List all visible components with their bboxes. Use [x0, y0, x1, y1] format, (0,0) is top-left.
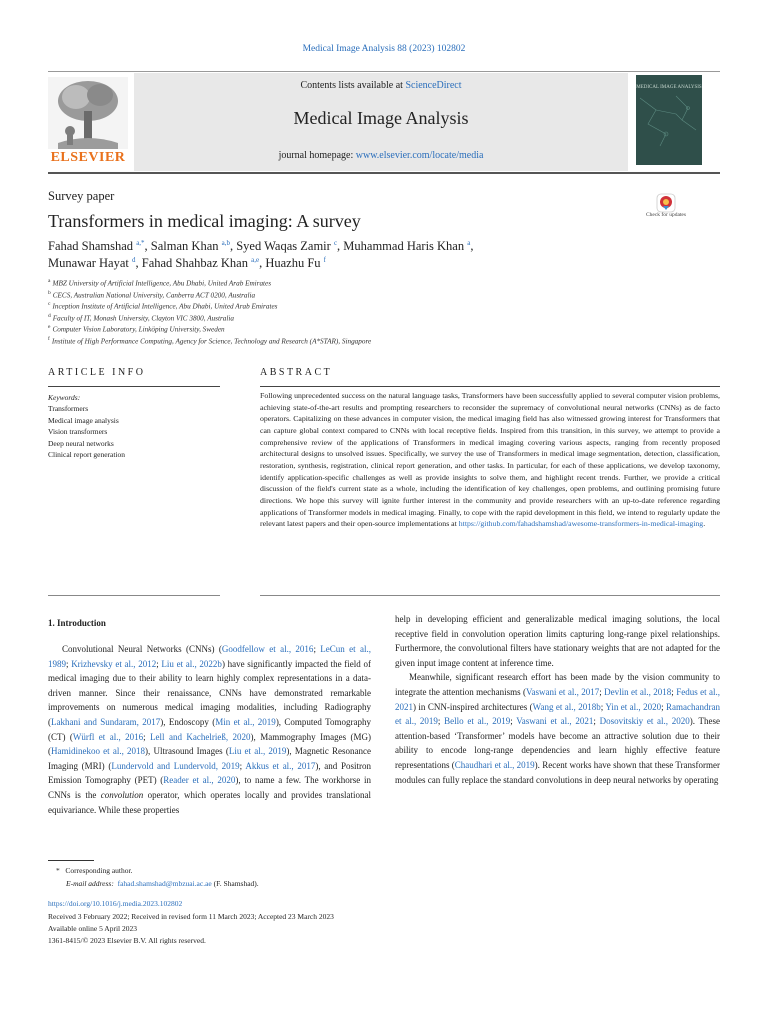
- email-note: [66, 879, 259, 888]
- affiliation-mark: a: [48, 278, 51, 284]
- publisher-name: ELSEVIER: [50, 150, 126, 165]
- author-name[interactable]: Syed Waqas Zamir: [236, 239, 331, 254]
- crossmark-icon: [646, 193, 686, 213]
- citation-link[interactable]: Fedus et al., 2021: [395, 686, 720, 712]
- citation-link[interactable]: LeCun et al., 1989: [48, 644, 371, 669]
- article-info-heading: ARTICLE INFO: [48, 367, 146, 378]
- citation-link[interactable]: Lakhani and Sundaram, 2017: [51, 716, 161, 727]
- header-rule-bottom: [48, 172, 720, 174]
- keyword: Clinical report generation: [48, 450, 126, 459]
- author-name[interactable]: Salman Khan: [150, 239, 219, 254]
- body-text: ;: [437, 716, 445, 727]
- body-text: ), to name a few. The workhorse in CNNs is the: [48, 775, 371, 800]
- citation-link[interactable]: Min et al., 2019: [215, 716, 276, 727]
- authors-line-1: Fahad Shamshad $^{a,*}$, Salman Khan $^{a,b}$, Syed Waqas Zamir $^c$, Muhammad Haris Khan $^a$,: [48, 239, 474, 254]
- body-text: ). These attention-based ‘Transformer’ models have become an attractive solution due to their ability to encode long-range dependencies and learn highly effective feature representations (: [395, 716, 720, 770]
- body-text: ;: [66, 658, 72, 669]
- affiliation-text: Inception Institute of Artificial Intelligence, Abu Dhabi, United Arab Emirates: [52, 302, 278, 311]
- keywords-label: Keywords:: [48, 393, 81, 402]
- body-text: ), Endoscopy (: [160, 716, 216, 727]
- author-email-link[interactable]: fahad.shamshad@mbzuai.ac.ae: [117, 879, 212, 888]
- author-name[interactable]: Munawar Hayat: [48, 256, 129, 271]
- citation-link[interactable]: Vaswani et al., 2017: [526, 686, 600, 697]
- authors-line-2: Munawar Hayat $^d$, Fahad Shahbaz Khan $^{a,e}$, Huazhu Fu $^f$: [48, 256, 326, 271]
- body-text: ), Ultrasound Images (: [145, 746, 229, 757]
- body-text: ;: [239, 760, 246, 771]
- body-text: Meanwhile, significant research effort has been made by the vision community to integrate the attention mechanisms (: [395, 672, 720, 697]
- cover-title: MEDICAL IMAGE ANALYSIS: [636, 85, 702, 90]
- citation-link[interactable]: Ramachandran et al., 2019: [395, 701, 721, 727]
- corresponding-author-note: [56, 866, 132, 875]
- author-affiliation-mark[interactable]: a,e: [251, 256, 260, 264]
- abstract-rule: [260, 386, 720, 387]
- abstract-heading: ABSTRACT: [260, 367, 333, 378]
- intro-paragraph-1-continued: [395, 612, 720, 670]
- author-affiliation-mark[interactable]: a,b: [221, 239, 230, 247]
- author-name[interactable]: Huazhu Fu: [265, 256, 321, 271]
- body-text: ), Computed Tomography (CT) (: [48, 716, 371, 742]
- abstract-rule-bottom: [260, 595, 720, 596]
- citation-link[interactable]: Hamidinekoo et al., 2018: [51, 746, 146, 757]
- paper-title: Transformers in medical imaging: A survey: [48, 211, 361, 231]
- abstract-end: .: [703, 519, 706, 529]
- body-text: ), Mammography Images (MG) (: [48, 731, 371, 757]
- github-repo-link[interactable]: https://github.com/fahadshamshad/awesome-transformers-in-medical-imaging: [458, 519, 704, 529]
- citation-link[interactable]: Bello et al., 2019: [444, 716, 511, 727]
- email-owner: (F. Shamshad).: [213, 879, 259, 888]
- doi-link[interactable]: https://doi.org/10.1016/j.media.2023.102802: [48, 899, 183, 908]
- affiliation-text: Faculty of IT, Monash University, Clayton VIC 3800, Australia: [52, 313, 234, 322]
- copyright-notice: 1361-8415/© 2023 Elsevier B.V. All rights reserved.: [48, 936, 206, 945]
- footnote-text: Corresponding author.: [65, 866, 133, 875]
- affiliation: [48, 278, 271, 287]
- journal-homepage-line: [134, 150, 628, 161]
- affiliation-mark: b: [48, 289, 51, 296]
- body-text: ), Magnetic Resonance Imaging (MRI) (: [48, 746, 371, 771]
- journal-cover-thumbnail[interactable]: [636, 75, 702, 165]
- affiliation-mark: f: [48, 335, 50, 342]
- citation-link[interactable]: Krizhevsky et al., 2012: [71, 658, 157, 669]
- author-affiliation-mark[interactable]: d: [132, 256, 136, 264]
- body-text: ;: [143, 731, 151, 742]
- author-affiliation-mark[interactable]: a,*: [136, 239, 145, 247]
- body-text: ;: [600, 701, 606, 712]
- cover-pattern-icon: [636, 90, 702, 150]
- affiliation: [48, 313, 234, 322]
- body-text: ). Recent works have shown that these Transformer modules can fully replace the standard convolutions in deep neural networks by operating: [395, 759, 720, 785]
- section-heading-introduction: 1. Introduction: [48, 618, 106, 628]
- footnote-mark: *: [56, 866, 60, 875]
- available-online-date: Available online 5 April 2023: [48, 924, 138, 933]
- citation-link[interactable]: Dosovitskiy et al., 2020: [599, 716, 690, 727]
- author-affiliation-mark[interactable]: f: [323, 256, 326, 264]
- footnote-rule: [48, 860, 94, 861]
- affiliation-text: Institute of High Performance Computing, Agency for Science, Technology and Research (A*STAR), Singapore: [51, 336, 372, 345]
- citation-link[interactable]: Wang et al., 2018b: [532, 701, 601, 712]
- citation-link[interactable]: Liu et al., 2019: [228, 746, 287, 757]
- citation-link[interactable]: Chaudhari et al., 2019: [454, 759, 535, 770]
- body-text: Convolutional Neural Networks (CNNs) (: [62, 644, 222, 654]
- body-text: ;: [510, 716, 517, 727]
- affiliation: [48, 336, 371, 345]
- article-info-rule: [48, 386, 220, 387]
- citation-link[interactable]: Lundervold and Lundervold, 2019: [111, 760, 240, 771]
- citation-link[interactable]: Lell and Kachelrieß, 2020: [150, 731, 251, 742]
- citation-link[interactable]: Akkus et al., 2017: [245, 760, 316, 771]
- journal-title: Medical Image Analysis: [293, 108, 469, 128]
- contents-availability-line: [134, 80, 628, 91]
- citation-link[interactable]: Vaswani et al., 2021: [516, 716, 594, 727]
- body-text: ;: [661, 701, 667, 712]
- affiliation-mark: e: [48, 324, 51, 330]
- citation-link[interactable]: Yin et al., 2020: [605, 701, 662, 712]
- check-for-updates-label: Check for updates: [646, 212, 687, 218]
- citation-link[interactable]: Devlin et al., 2018: [604, 686, 672, 697]
- citation-link[interactable]: Goodfellow et al., 2016: [221, 644, 314, 654]
- body-text: ;: [593, 716, 600, 727]
- author-affiliation-mark[interactable]: a: [467, 239, 471, 247]
- affiliation: [48, 290, 255, 299]
- sciencedirect-link[interactable]: ScienceDirect: [405, 80, 462, 91]
- journal-reference[interactable]: Medical Image Analysis 88 (2023) 102802: [302, 44, 466, 54]
- body-text: ;: [156, 658, 162, 669]
- affiliation: [48, 301, 277, 310]
- body-column-right: [395, 612, 720, 787]
- email-label: E-mail address:: [66, 879, 114, 888]
- affiliation-mark: d: [48, 312, 51, 319]
- author-affiliation-mark[interactable]: c: [333, 239, 338, 247]
- body-text: help in developing efficient and generalizable medical imaging solutions, the local receptive field in convolution operation limits capturing long-range pixel relationships. Furthermore, the convolutional filters have stationary weights that are not adapted for the given input image content at inference time.: [395, 614, 720, 668]
- affiliation-mark: c: [48, 301, 51, 307]
- keyword: Vision transformers: [48, 427, 108, 436]
- body-text: ;: [313, 644, 321, 654]
- citation-link[interactable]: Liu et al., 2022b: [161, 658, 222, 669]
- citation-link[interactable]: Reader et al., 2020: [163, 775, 236, 786]
- paper-type: Survey paper: [48, 189, 115, 203]
- abstract-text: Following unprecedented success on the natural language tasks, Transformers have been successfully applied to several computer vision problems, achieving state-of-the-art results and prompting researchers to reconsider the supremacy of convolutional neural networks (CNNs) as de facto operators. Capitalizing on these advances in computer vision, the medical imaging field has also witnessed growing interest for Transformers that can capture global context compared to CNNs with local receptive fields. Inspired from this transition, in this survey, we attempt to provide a comprehensive review of the applications of Transformers in medical imaging covering various aspects, ranging from recently proposed architectural designs to unsolved issues. Specifically, we survey the use of Transformers in medical image segmentation, detection, classification, restoration, synthesis, registration, clinical report generation, and other tasks. In particular, for each of these applications, we develop taxonomy, identify application-specific challenges as well as provide insights to solve them, and highlight recent trends. Further, we provide a critical discussion of the field's current state as a whole, including the identification of key challenges, open problems, and outlining promising future directions. We hope this survey will ignite further interest in the community and provide researchers with an up-to-date reference regarding applications of Transformer models in medical imaging. Finally, to cope with the rapid development in this field, we intend to regularly update the relevant latest papers and their open-source implementations at: [260, 391, 720, 529]
- affiliation-text: Computer Vision Laboratory, Linköping University, Sweden: [52, 325, 225, 334]
- keyword: Transformers: [48, 404, 89, 413]
- homepage-prefix: journal homepage:: [278, 150, 356, 161]
- body-text: operator, which operates locally and provides translational equivariance. While these properties: [48, 789, 371, 815]
- article-info-rule-bottom: [48, 595, 220, 596]
- author-name[interactable]: Muhammad Haris Khan: [343, 239, 465, 254]
- intro-paragraph-1: [48, 642, 371, 817]
- body-column-left: [48, 642, 371, 817]
- citation-link[interactable]: Würfl et al., 2016: [72, 731, 144, 742]
- body-text: ) in CNN-inspired architectures (: [413, 701, 533, 712]
- intro-paragraph-2: [395, 670, 720, 787]
- author-name[interactable]: Fahad Shahbaz Khan: [141, 256, 248, 271]
- body-text: ;: [599, 686, 605, 697]
- body-text: ), and Positron Emission Tomography (PET) (: [48, 760, 371, 786]
- keyword: Deep neural networks: [48, 438, 114, 448]
- keyword: Medical image analysis: [48, 415, 119, 425]
- abstract-body: [260, 390, 720, 530]
- affiliation: [48, 324, 225, 333]
- journal-homepage-link[interactable]: www.elsevier.com/locate/media: [355, 150, 484, 161]
- affiliation-text: CECS, Australian National University, Canberra ACT 0200, Australia: [52, 290, 256, 299]
- received-dates: Received 3 February 2022; Received in revised form 11 March 2023; Accepted 23 March 2023: [48, 912, 334, 921]
- author-name[interactable]: Fahad Shamshad: [48, 239, 134, 254]
- emphasized-text: convolution: [100, 789, 144, 800]
- contents-prefix: Contents lists available at: [300, 80, 406, 91]
- body-text: ;: [671, 686, 677, 697]
- header-rule-top: [48, 71, 720, 72]
- affiliation-text: MBZ University of Artificial Intelligence, Abu Dhabi, United Arab Emirates: [52, 279, 272, 288]
- body-text: ) have significantly impacted the field of medical imaging due to their ability to learn highly complex representations in a data-driven manner. Since their renaissance, CNNs have demonstrated remarkable improvements on numerous medical imaging modalities, including Radiography (: [48, 658, 371, 727]
